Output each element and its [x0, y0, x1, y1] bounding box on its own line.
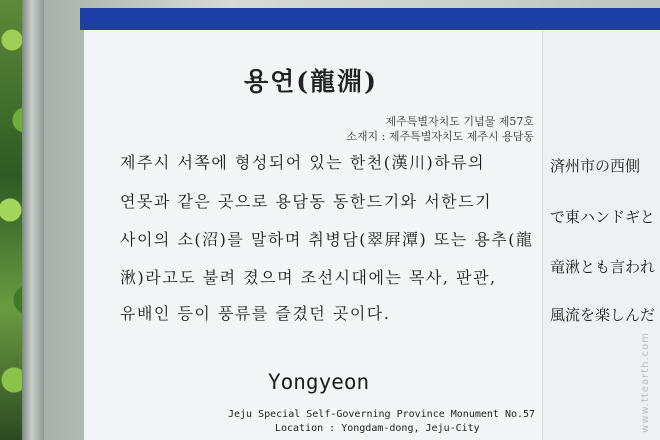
- english-monument-number: Jeju Special Self-Governing Province Monument No.57: [228, 409, 536, 420]
- body-line: 유배인 등이 풍류를 즐겼던 곳이다.: [120, 304, 391, 323]
- japanese-line: 済州市の西側: [550, 157, 641, 175]
- japanese-line: 風流を楽しんだ: [550, 306, 656, 324]
- sign-top-bar: [80, 8, 660, 30]
- monument-number: 제주특별자치도 기념물 제57호: [385, 115, 534, 128]
- watermark: www.ttearth.com: [640, 332, 651, 433]
- location-ko: 소재지 : 제주특별자치도 제주시 용담동: [346, 130, 534, 143]
- english-title: Yongyeon: [268, 370, 370, 394]
- metal-post: [22, 0, 44, 440]
- sign-title: 용연(龍淵): [244, 67, 378, 96]
- body-line: 湫)라고도 불려 졌으며 조선시대에는 목사, 판관,: [120, 268, 497, 287]
- body-line: 제주시 서쪽에 형성되어 있는 한천(漢川)하류의: [120, 153, 486, 172]
- japanese-line: 竜湫とも言われ: [550, 258, 656, 276]
- body-line: 연못과 같은 곳으로 용담동 동한드기와 서한드기: [120, 192, 493, 211]
- body-line: 사이의 소(沼)를 말하며 취병담(翠屛潭) 또는 용추(龍: [120, 230, 534, 249]
- japanese-line: で東ハンドギと: [550, 208, 656, 226]
- english-location: Location : Yongdam-dong, Jeju-City: [275, 423, 480, 434]
